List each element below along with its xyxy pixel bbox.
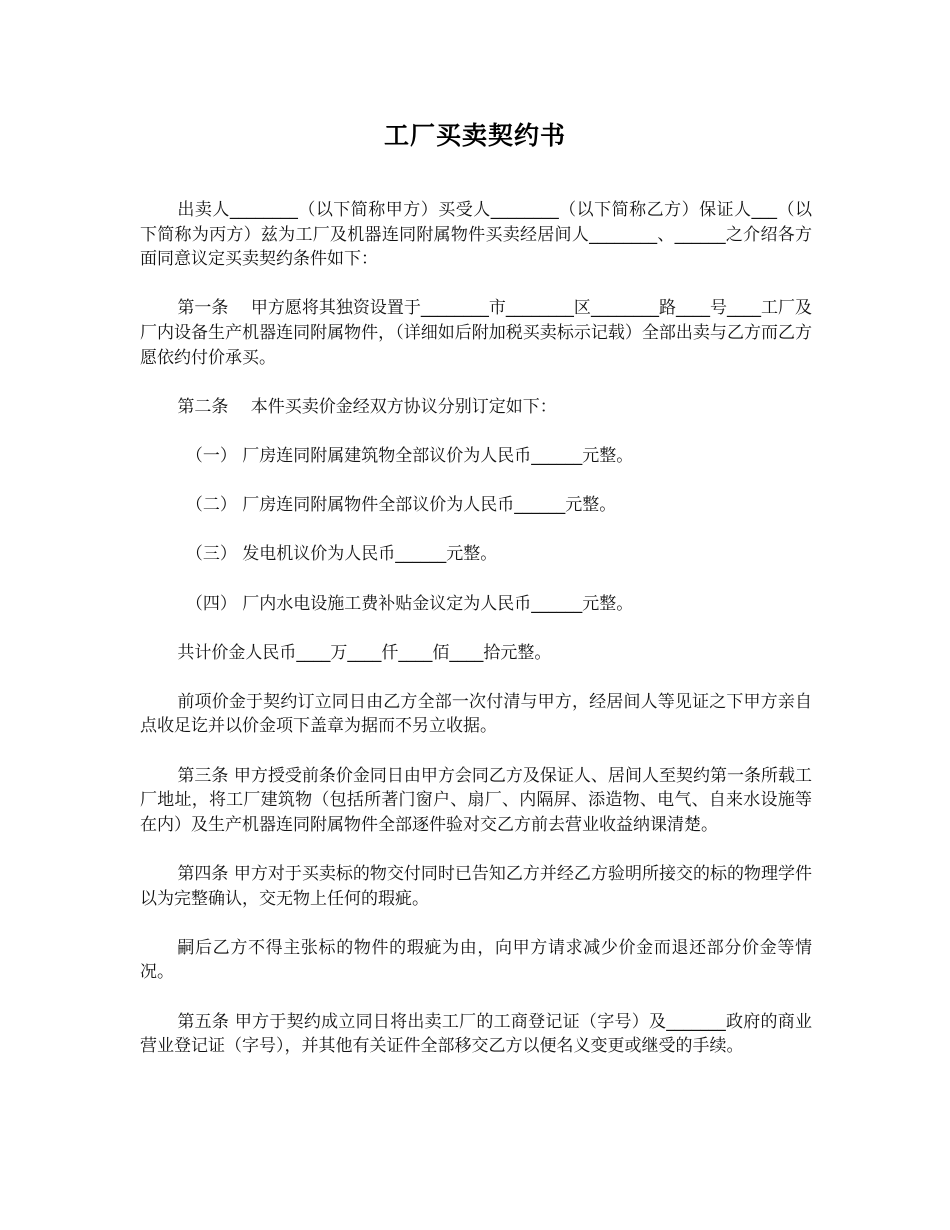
paragraph-article-3: 第三条 甲方授受前条价金同日由甲方会同乙方及保证人、居间人至契约第一条所载工厂地址，将工厂建筑物（包括所著门窗户、扇厂、内隔屏、添造物、电气、自来水设施等在内）及生产机器连同附属物件全部逐件验对交乙方前去营业收益纳课清楚。 [140, 765, 812, 835]
document-body [140, 198, 812, 1083]
paragraph-article-2: 第二条 本件买卖价金经双方协议分别订定如下： [177, 396, 557, 417]
paragraph-item-3: （三） 发电机议价为人民币______元整。 [185, 544, 498, 565]
paragraph-item-1: （一） 厂房连同附属建筑物全部议价为人民币______元整。 [185, 445, 634, 466]
paragraph-payment: 前项价金于契约订立同日由乙方全部一次付清与甲方，经居间人等见证之下甲方亲自点收足讫并以价金项下盖章为据而不另立收据。 [140, 691, 812, 737]
paragraph-item-4: （四） 厂内水电设施工费补贴金议定为人民币______元整。 [185, 593, 634, 614]
paragraph-defects: 嗣后乙方不得主张标的物件的瑕疵为由，向甲方请求减少价金而退还部分价金等情况。 [140, 937, 812, 983]
document-title: 工厂买卖契约书 [383, 121, 566, 150]
paragraph-article-1: 第一条 甲方愿将其独资设置于________市________区________路____号____工厂及厂内设备生产机器连同附属物件，（详细如后附加税买卖标示记载）全部出卖与乙方而乙方愿依约付价承买。 [140, 298, 812, 368]
paragraph-article-5: 第五条 甲方于契约成立同日将出卖工厂的工商登记证（字号）及_______政府的商业营业登记证（字号），并其他有关证件全部移交乙方以便名义变更或继受的手续。 [140, 1011, 812, 1057]
paragraph-article-4: 第四条 甲方对于买卖标的物交付同时已告知乙方并经乙方验明所接交的标的物理学件以为完整确认，交无物上任何的瑕疵。 [140, 864, 812, 909]
paragraph-item-2: （二） 厂房连同附属物件全部议价为人民币______元整。 [185, 495, 617, 516]
paragraph-total-price: 共计价金人民币____万____仟____佰____拾元整。 [177, 642, 552, 663]
paragraph-preamble: 出卖人________（以下简称甲方）买受人________（以下简称乙方）保证人___（以下简称为丙方）兹为工厂及机器连同附属物件买卖经居间人________、______之介绍各方面同意议定买卖契约条件如下： [140, 200, 812, 270]
